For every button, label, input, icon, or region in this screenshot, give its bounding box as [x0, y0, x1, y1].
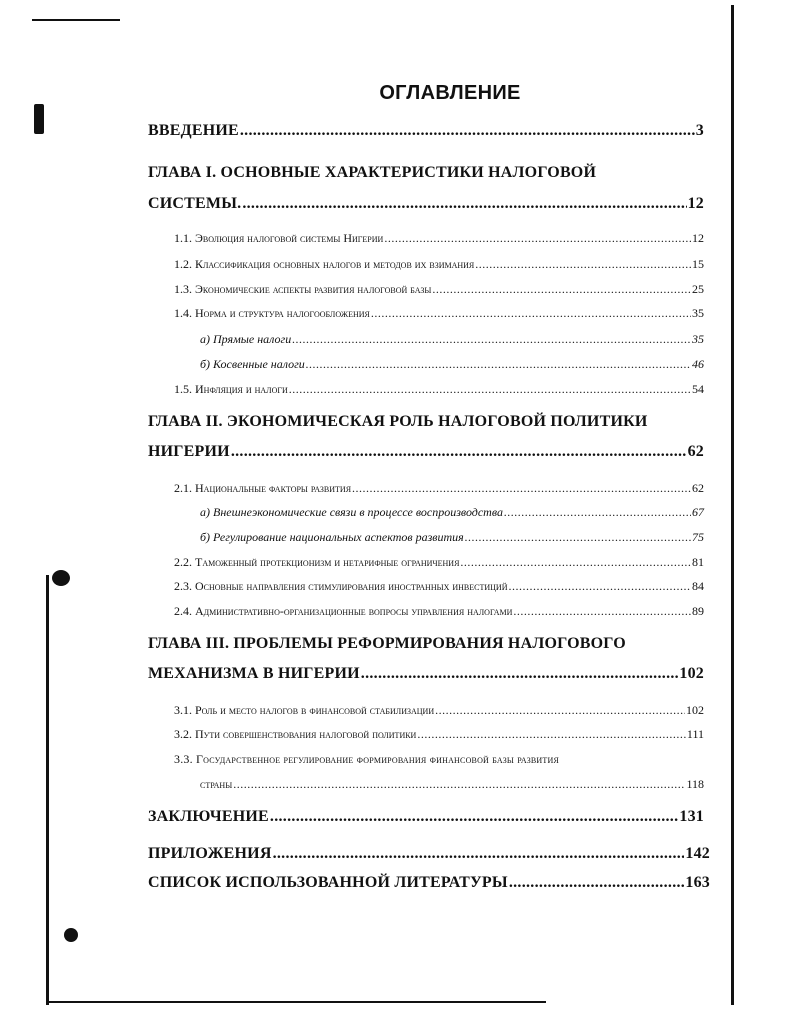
toc-label: 1.4. Норма и структура налогообложения	[174, 306, 370, 320]
toc-label: 2.3. Основные направления стимулирования иностранных инвестиций	[174, 579, 508, 593]
leader-dots	[460, 555, 691, 570]
toc-entry-references[interactable]	[148, 874, 710, 892]
toc-label: ЗАКЛЮЧЕНИЕ	[148, 808, 269, 825]
toc-entry-section[interactable]	[174, 579, 704, 594]
toc-page-number: 163	[685, 874, 710, 891]
toc-page-number: 84	[692, 579, 704, 593]
leader-dots	[273, 845, 685, 863]
toc-label: ПРИЛОЖЕНИЯ	[148, 845, 272, 862]
toc-page-number: 118	[686, 777, 704, 791]
toc-entry-section[interactable]	[174, 604, 704, 619]
toc-entry-section[interactable]	[174, 555, 704, 570]
leader-dots	[361, 665, 679, 683]
leader-dots	[384, 231, 691, 246]
leader-dots	[233, 777, 685, 792]
toc-page-number: 81	[692, 555, 704, 569]
toc-entry-chapter-1[interactable]	[148, 195, 704, 213]
toc-page-number: 15	[692, 257, 704, 271]
leader-dots	[270, 808, 678, 826]
toc-entry-intro[interactable]	[148, 122, 704, 140]
toc-entry-section[interactable]	[174, 481, 704, 496]
toc-label: 3.2. Пути совершенствования налоговой политики	[174, 727, 417, 741]
toc-entry-section[interactable]	[200, 777, 704, 792]
toc-entry-section[interactable]	[174, 231, 704, 246]
toc-label: НИГЕРИИ	[148, 443, 230, 460]
toc-label: 2.2. Таможенный протекционизм и нетарифные ограничения	[174, 555, 460, 569]
toc-label: 1.2. Классификация основных налогов и методов их взимания	[174, 257, 475, 271]
toc-entry-subsection[interactable]	[200, 357, 704, 372]
toc-label: б) Косвенные налоги	[200, 357, 305, 371]
toc-label: ВВЕДЕНИЕ	[148, 122, 239, 139]
leader-dots	[352, 481, 691, 496]
toc-label: 3.1. Роль и место налогов в финансовой стабилизации	[174, 703, 435, 717]
toc-label: страны	[200, 777, 233, 791]
toc-page-number: 35	[692, 306, 704, 320]
leader-dots	[475, 257, 691, 272]
toc-page-number: 35	[692, 332, 704, 346]
leader-dots	[509, 874, 685, 892]
leader-dots	[242, 195, 686, 213]
toc-label: СИСТЕМЫ.	[148, 195, 242, 212]
toc-page-number: 102	[686, 703, 704, 717]
toc-entry-subsection[interactable]	[200, 530, 704, 545]
toc-entry-section[interactable]	[174, 282, 704, 297]
leader-dots	[465, 530, 691, 545]
toc-page-number: 54	[692, 382, 704, 396]
toc-label: б) Регулирование национальных аспектов развития	[200, 530, 464, 544]
toc-page-number: 25	[692, 282, 704, 296]
toc-label: а) Внешнеэкономические связи в процессе воспроизводства	[200, 505, 503, 519]
leader-dots	[513, 604, 691, 619]
toc-page-number: 62	[692, 481, 704, 495]
leader-dots	[371, 306, 691, 321]
chapter-heading[interactable]: ГЛАВА II. ЭКОНОМИЧЕСКАЯ РОЛЬ НАЛОГОВОЙ ПОЛИТИКИ	[148, 413, 648, 430]
toc-entry-section[interactable]	[174, 382, 704, 397]
toc-label: 2.1. Национальные факторы развития	[174, 481, 352, 495]
leader-dots	[240, 122, 695, 140]
toc-page-number: 62	[687, 443, 704, 460]
toc-label: МЕХАНИЗМА В НИГЕРИИ	[148, 665, 360, 682]
toc-entry-chapter-2[interactable]	[148, 443, 704, 461]
chapter-heading[interactable]: ГЛАВА III. ПРОБЛЕМЫ РЕФОРМИРОВАНИЯ НАЛОГОВОГО	[148, 635, 626, 652]
toc-page-number: 89	[692, 604, 704, 618]
leader-dots	[306, 357, 691, 372]
toc-page-number: 12	[692, 231, 704, 245]
toc-entry-chapter-3[interactable]	[148, 665, 704, 683]
leader-dots	[435, 703, 685, 718]
leader-dots	[508, 579, 691, 594]
toc-entry-section-line[interactable]: 3.3. Государственное регулирование формирования финансовой базы развития	[174, 752, 560, 766]
toc-entry-section[interactable]	[174, 257, 704, 272]
toc-page-number: 142	[685, 845, 710, 862]
toc-page-number: 102	[679, 665, 704, 682]
toc-page-number: 131	[679, 808, 704, 825]
toc-entry-section[interactable]	[174, 306, 704, 321]
leader-dots	[292, 332, 691, 347]
page-title: ОГЛАВЛЕНИЕ	[379, 82, 521, 104]
toc-page-number: 75	[692, 530, 704, 544]
toc-label: СПИСОК ИСПОЛЬЗОВАННОЙ ЛИТЕРАТУРЫ	[148, 874, 508, 891]
leader-dots	[231, 443, 687, 461]
toc-page-number: 3	[695, 122, 704, 139]
leader-dots	[289, 382, 691, 397]
chapter-heading[interactable]: ГЛАВА I. ОСНОВНЫЕ ХАРАКТЕРИСТИКИ НАЛОГОВОЙ	[148, 164, 597, 181]
toc-label: 1.1. Эволюция налоговой системы Нигерии	[174, 231, 384, 245]
toc-page-number: 46	[692, 357, 704, 371]
leader-dots	[432, 282, 691, 297]
toc-page-number: 12	[687, 195, 704, 212]
toc-label: 2.4. Административно-организационные вопросы управления налогами	[174, 604, 513, 618]
toc-page-number: 111	[686, 727, 704, 741]
toc-label: 1.5. Инфляция и налоги	[174, 382, 288, 396]
toc-entry-appendix[interactable]	[148, 845, 710, 863]
toc-entry-section[interactable]	[174, 703, 704, 718]
toc-page-number: 67	[692, 505, 704, 519]
toc-entry-section[interactable]	[174, 727, 704, 742]
toc-entry-conclusion[interactable]	[148, 808, 704, 826]
toc-entry-subsection[interactable]	[200, 332, 704, 347]
toc-label: а) Прямые налоги	[200, 332, 292, 346]
leader-dots	[417, 727, 686, 742]
toc-entry-subsection[interactable]	[200, 505, 704, 520]
leader-dots	[504, 505, 691, 520]
toc-label: 1.3. Экономические аспекты развития налоговой базы	[174, 282, 432, 296]
